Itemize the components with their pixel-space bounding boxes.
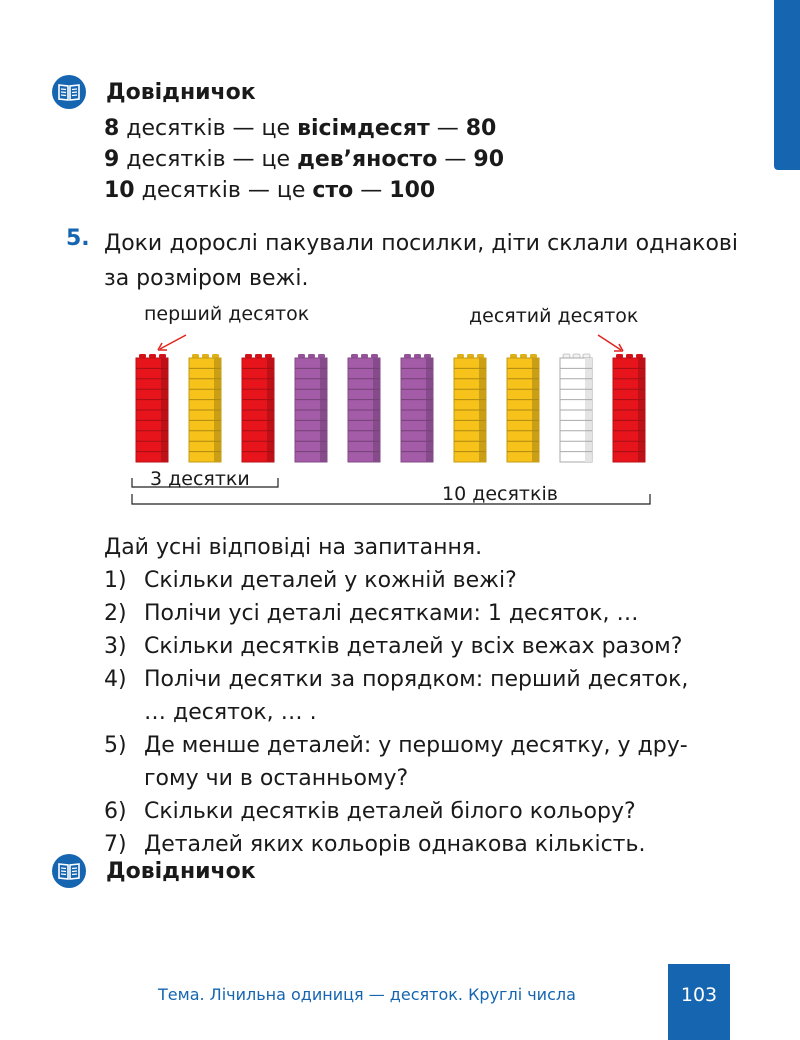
line-text: десятків — це — [119, 147, 298, 172]
number-word: дев’яносто — [297, 147, 438, 172]
reference-line — [104, 144, 504, 175]
number-word: сто — [312, 178, 354, 203]
bracket-ten-tens — [132, 494, 650, 504]
question-text: Деталей яких кольорів однакова кількість. — [144, 832, 646, 857]
question-number: 7) — [104, 832, 127, 857]
towers — [136, 354, 645, 462]
question-item — [104, 663, 688, 729]
page-number — [668, 964, 730, 1040]
label-tenth-ten: десятий десяток — [469, 305, 639, 327]
question-item — [104, 729, 688, 795]
tower-yellow — [454, 354, 486, 462]
number-value: 80 — [465, 116, 497, 141]
arrow-first-head — [158, 343, 167, 350]
question-number: 4) — [104, 667, 127, 692]
question-number: 3) — [104, 634, 127, 659]
tower-red — [242, 354, 274, 462]
question-text: … десяток, … . — [144, 700, 317, 725]
reference-title-2: Довідничок — [106, 858, 256, 884]
arrows — [158, 335, 623, 351]
page-number-text: 103 — [680, 984, 718, 1006]
reference-line — [104, 175, 504, 206]
label-ten-tens: 10 десятків — [442, 483, 558, 505]
arrow-tenth-head — [614, 344, 623, 351]
question-number: 1) — [104, 568, 127, 593]
tower-purple — [348, 354, 380, 462]
question-text: Скільки деталей у кожній вежі? — [144, 568, 517, 593]
tower-yellow — [507, 354, 539, 462]
line-text: десятків — це — [134, 178, 313, 203]
tower-purple — [401, 354, 433, 462]
tower-white — [560, 354, 592, 462]
tens-count: 10 — [104, 178, 135, 203]
question-item — [104, 795, 688, 828]
question-item — [104, 564, 688, 597]
reference-header — [52, 74, 256, 110]
question-text: Полічи усі деталі десятками: 1 десяток, … — [144, 601, 639, 626]
footer-topic: Тема. Лічильна одиниця — десяток. Круглі числа — [158, 985, 576, 1004]
tens-count: 9 — [104, 147, 120, 172]
number-value: 100 — [389, 178, 436, 203]
task-number: 5. — [66, 226, 90, 251]
question-text: Скільки десятків деталей у всіх вежах разом? — [144, 634, 683, 659]
question-item — [104, 597, 688, 630]
reference-line — [104, 113, 504, 144]
question-item — [104, 630, 688, 663]
reference-lines — [104, 113, 504, 206]
arrow-first — [160, 335, 186, 349]
reference-header-2 — [52, 853, 256, 889]
tower-yellow — [189, 354, 221, 462]
number-word: вісімдесят — [297, 116, 430, 141]
label-three-tens: 3 десятки — [150, 468, 250, 490]
arrow-tenth — [598, 335, 621, 350]
questions-intro: Дай усні відповіді на запитання. — [104, 535, 483, 560]
tower-red — [136, 354, 168, 462]
question-number: 5) — [104, 733, 127, 758]
book-icon — [52, 854, 86, 888]
question-number: 2) — [104, 601, 127, 626]
tower-red — [613, 354, 645, 462]
side-tab — [774, 0, 800, 170]
question-text: Де менше деталей: у першому десятку, у дру- — [144, 733, 688, 758]
dash: — — [353, 178, 390, 203]
tens-count: 8 — [104, 116, 120, 141]
dash: — — [437, 147, 474, 172]
label-first-ten: перший десяток — [144, 303, 310, 325]
book-icon — [52, 75, 86, 109]
question-text: Полічи десятки за порядком: перший десяток, — [144, 667, 689, 692]
dash: — — [429, 116, 466, 141]
question-text: Скільки десятків деталей білого кольору? — [144, 799, 636, 824]
question-number: 6) — [104, 799, 127, 824]
number-value: 90 — [473, 147, 505, 172]
reference-title: Довідничок — [106, 79, 256, 105]
question-text: гому чи в останньому? — [144, 766, 409, 791]
questions — [104, 531, 688, 861]
line-text: десятків — це — [119, 116, 298, 141]
tower-purple — [295, 354, 327, 462]
task-text: Доки дорослі пакували посилки, діти склали однакові за розміром вежі. — [104, 231, 738, 291]
